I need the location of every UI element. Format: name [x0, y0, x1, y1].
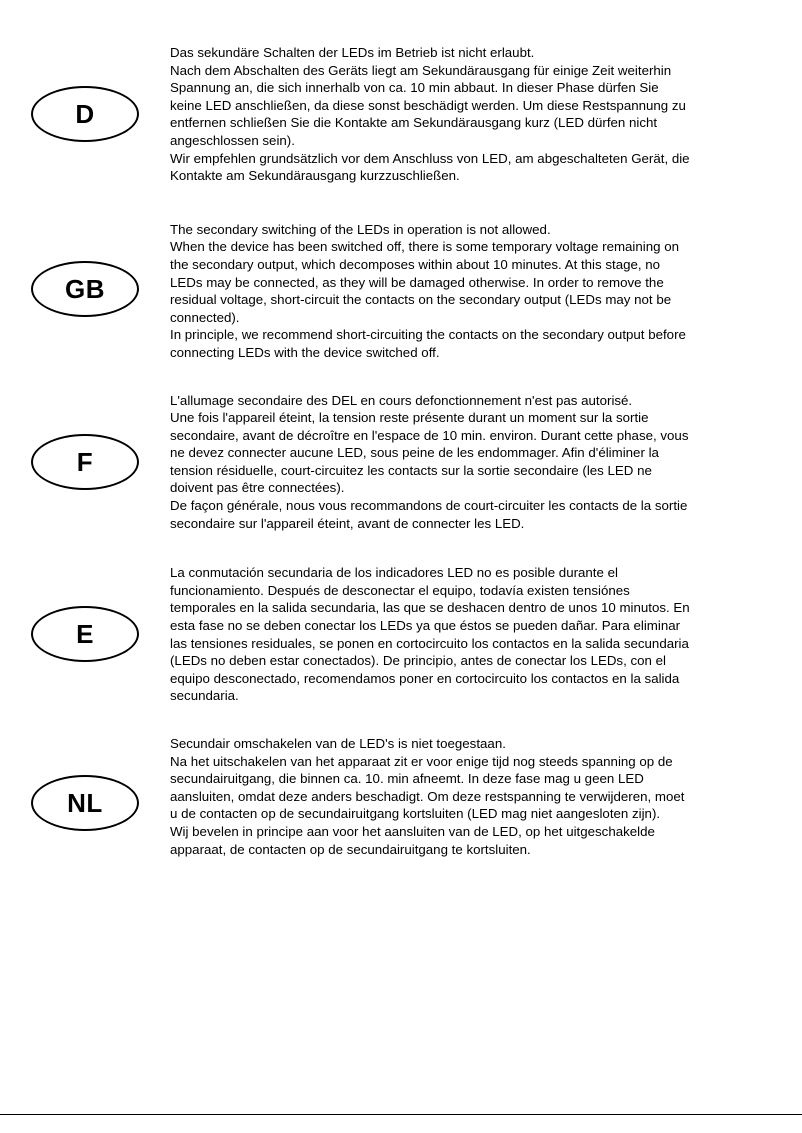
text-cell-nl — [170, 735, 802, 858]
language-block-gb — [0, 221, 802, 362]
badge-cell-gb — [0, 221, 170, 317]
language-badge-fr — [31, 434, 139, 490]
paragraph: La conmutación secundaria de los indicadores LED no es posible durante el funcionamiento. Después de desconectar el equipo, todavía existen tensiónes temporales en la salida secundaria, las que se deshacen dentro de unos 10 minutos. En esta fase no se deben conectar los LEDs ya que éstos se pueden dañar. Para eliminar las tensiones residuales, se ponen en cortocircuito los contactos en la salida secundaria (LEDs no deben estar conectados). De principio, antes de conectar los LEDs, con el equipo desconectado, recomendamos poner en cortocircuito los contactos en la salida secundaria. — [170, 565, 690, 704]
paragraph: De façon générale, nous vous recommandons de court-circuiter les contacts de la sortie secondaire sur l'appareil éteint, avant de connecter les LED. — [170, 498, 688, 531]
language-badge-label: NL — [67, 788, 103, 818]
badge-cell-nl — [0, 735, 170, 831]
paragraph: Secundair omschakelen van de LED's is niet toegestaan. — [170, 736, 506, 751]
language-block-nl — [0, 735, 802, 858]
language-blocks — [0, 44, 802, 858]
text-cell-fr — [170, 392, 802, 533]
paragraph: In principle, we recommend short-circuiting the contacts on the secondary output before connecting LEDs with the device switched off. — [170, 327, 686, 360]
paragraph: Das sekundäre Schalten der LEDs im Betrieb ist nicht erlaubt. — [170, 45, 535, 60]
text-cell-gb — [170, 221, 802, 362]
paragraph: Nach dem Abschalten des Geräts liegt am Sekundärausgang für einige Zeit weiterhin Spannung an, die sich innerhalb von ca. 10 min abbaut. In dieser Phase dürfen Sie keine LED anschließen, da diese sonst beschädigt werden. Um diese Restspannung zu entfernen schließen Sie die Kontakte am Sekundärausgang kurz (LED dürfen nicht angeschlossen sein). — [170, 62, 686, 148]
paragraph: L'allumage secondaire des DEL en cours defonctionnement n'est pas autorisé. — [170, 392, 633, 408]
text-cell-es — [170, 564, 802, 705]
paragraph: The secondary switching of the LEDs in operation is not allowed. — [170, 221, 551, 237]
language-block-es — [0, 564, 802, 705]
badge-cell-de — [0, 44, 170, 142]
language-badge-gb — [31, 261, 139, 317]
paragraph: Une fois l'appareil éteint, la tension reste présente durant un moment sur la sortie secondaire, avant de décroître en l'espace de 10 min. environ. Durant cette phase, vous ne devez connecter aucune LED, sous peine de les endommager. Afin d'éliminer la tension résiduelle, court-circuitez les contacts sur la sortie secondaire (les LED ne doivent pas être connectées). — [170, 410, 689, 496]
language-badge-es — [31, 606, 139, 662]
language-badge-de — [31, 86, 139, 142]
paragraph: Wij bevelen in principe aan voor het aansluiten van de LED, op het uitgeschakelde apparaat, de contacten op de secundairuitgang te kortsluiten. — [170, 823, 655, 857]
paragraph: When the device has been switched off, there is some temporary voltage remaining on the secondary output, which decomposes within about 10 minutes. At this stage, no LEDs may be connected, as they will be damaged otherwise. In order to remove the residual voltage, short-circuit the contacts on the secondary output (LEDs may not be connected). — [170, 239, 680, 325]
language-block-de — [0, 44, 802, 185]
language-badge-label: E — [76, 619, 94, 650]
text-cell-de — [170, 44, 802, 185]
footer-divider — [0, 1114, 802, 1115]
badge-cell-es — [0, 564, 170, 662]
language-badge-label: F — [76, 446, 94, 477]
language-badge-label: D — [75, 99, 95, 129]
language-badge-label: GB — [65, 273, 105, 304]
badge-cell-fr — [0, 392, 170, 490]
language-badge-nl — [31, 775, 139, 831]
paragraph: Wir empfehlen grundsätzlich vor dem Anschluss von LED, am abgeschalteten Gerät, die Kontakte am Sekundärausgang kurzzuschließen. — [170, 150, 690, 184]
paragraph: Na het uitschakelen van het apparaat zit er voor enige tijd nog steeds spanning op de secundairuitgang, die binnen ca. 10. min afneemt. In deze fase mag u geen LED aansluiten, omdat deze anders beschadigt. Om deze restspanning te verwijderen, moet u de contacten op de secundairuitgang kortsluiten (LED mag niet aangesloten zijn). — [170, 753, 685, 822]
language-block-fr — [0, 392, 802, 533]
